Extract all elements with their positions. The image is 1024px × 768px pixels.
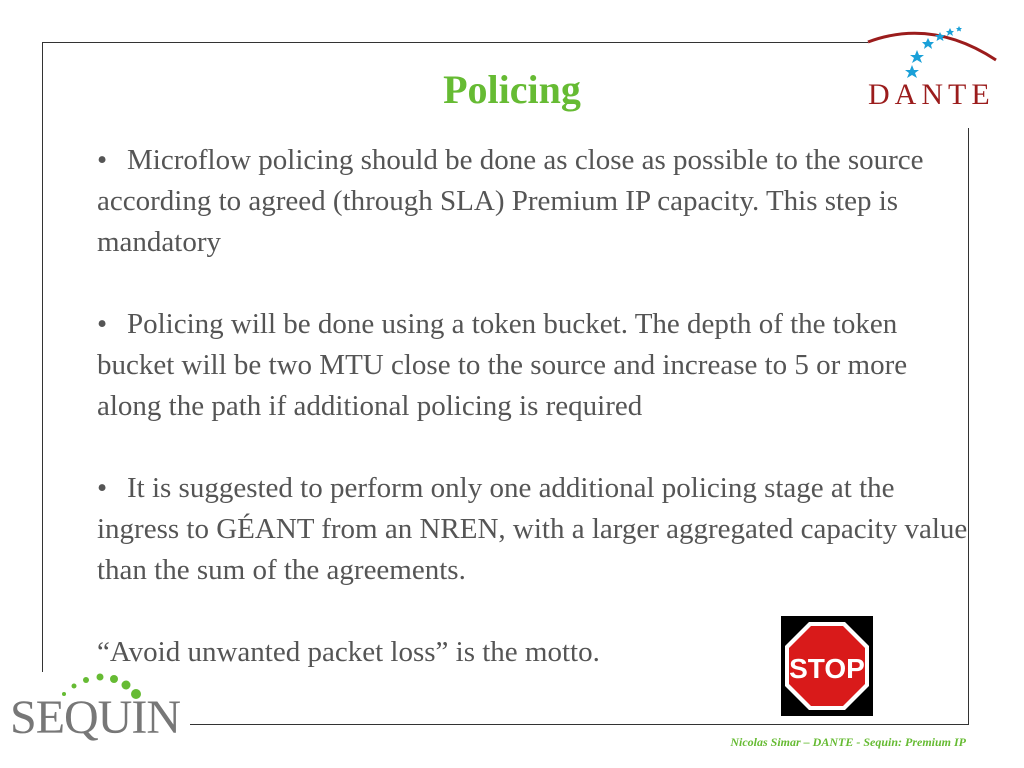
- dante-arc: [868, 33, 996, 60]
- bullet-text: Microflow policing should be done as close as possible to the source according to agreed (through SLA) Premium IP capacity. This step is mandatory: [97, 144, 924, 258]
- bullet-marker: •: [97, 144, 108, 176]
- sequin-logo-text: SEQUIN: [10, 691, 180, 744]
- bullet-marker: •: [97, 308, 108, 340]
- slide-title: Policing: [443, 67, 581, 112]
- bullet-text: It is suggested to perform only one additional policing stage at the ingress to GÉANT from an NREN, with a larger aggregated capacity value than the sum of the agreements.: [97, 472, 968, 586]
- footer-credit: Nicolas Simar – DANTE - Sequin: Premium IP: [730, 735, 966, 749]
- stop-sign-image: [781, 616, 873, 716]
- bullet-item-3: [97, 468, 977, 591]
- frame-bottom-line: [190, 724, 969, 725]
- bullet-item-2: [97, 304, 977, 427]
- bullet-marker: •: [97, 472, 108, 504]
- frame-left-line: [42, 42, 43, 672]
- stop-sign-icon: [781, 616, 873, 716]
- frame-top-line: [42, 42, 868, 43]
- bullet-item-1: [97, 140, 977, 263]
- motto-text: “Avoid unwanted packet loss” is the motto.: [97, 636, 600, 668]
- bullet-text: Policing will be done using a token bucket. The depth of the token bucket will be two MTU close to the source and increase to 5 or more along the path if additional policing is required: [97, 308, 908, 422]
- stop-sign-text: STOP: [789, 653, 865, 684]
- dante-logo-text: DANTE: [868, 78, 995, 111]
- bullet-list: [97, 140, 977, 673]
